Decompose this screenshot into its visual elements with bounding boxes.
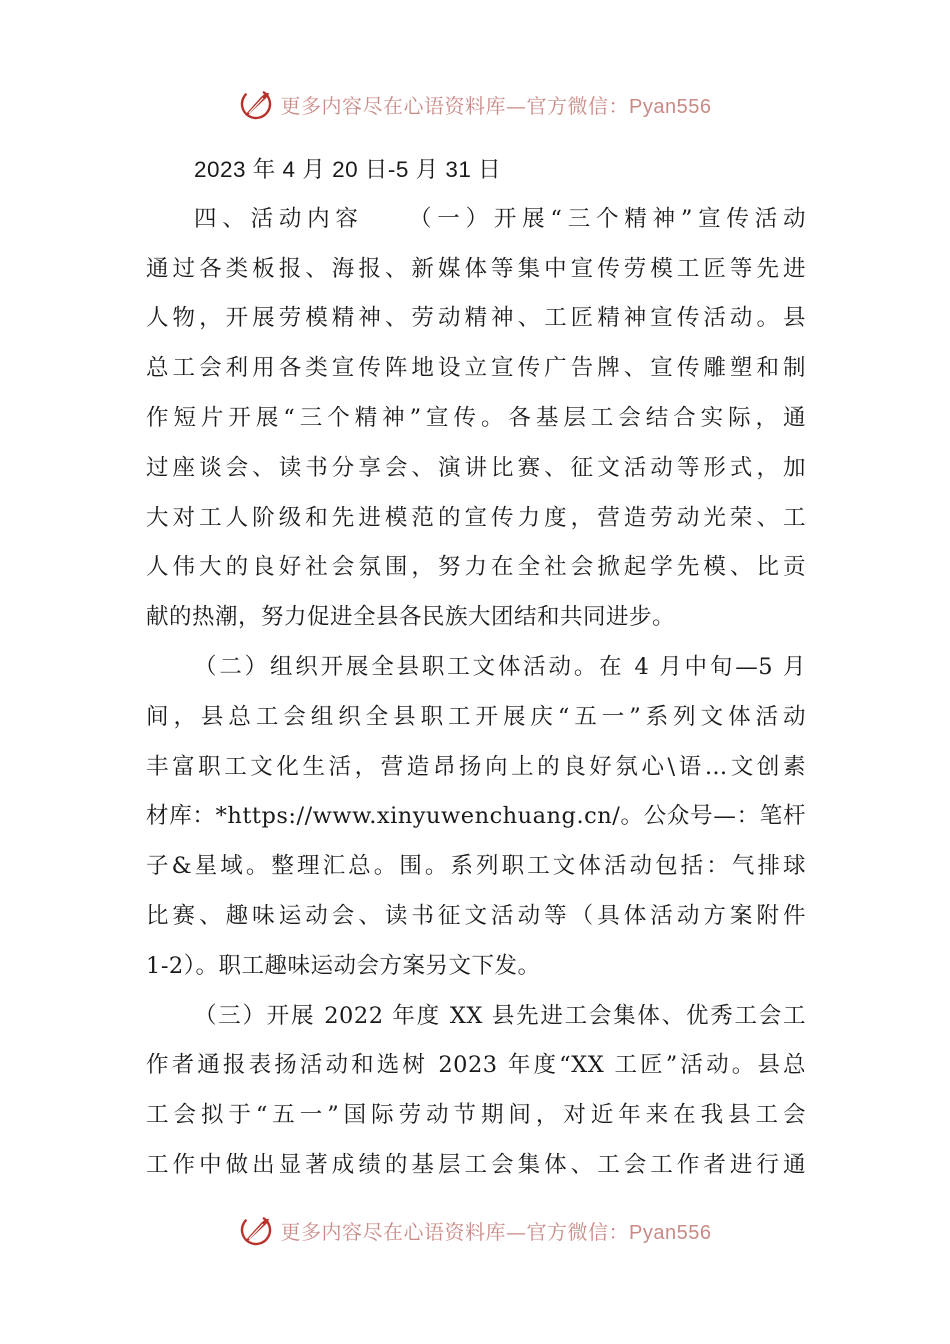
document-body [146, 145, 806, 1191]
text-line: 间，县总工会组织全县职工开展庆“五一”系列文体活动 [146, 703, 806, 730]
text-line: （三）开展 2022 年度 XX 县先进工会集体、优秀工会工 [194, 1002, 806, 1029]
watermark-text: 更多内容尽在心语资料库—官方微信： [280, 93, 630, 118]
text-line: 大对工人阶级和先进模范的宣传力度，营造劳动光荣、工 [146, 504, 806, 531]
text-line: 通过各类板报、海报、新媒体等集中宣传劳模工匠等先进 [146, 255, 806, 282]
text-line: 人伟大的良好社会氛围，努力在全社会掀起学先模、比贡 [146, 554, 806, 581]
text-line: 丰富职工文化生活，营造昂扬向上的良好氛心\语…文创素 [146, 753, 806, 780]
header-watermark [0, 84, 950, 124]
text-line: 过座谈会、读书分享会、演讲比赛、征文活动等形式，加 [146, 454, 806, 481]
watermark-text: 更多内容尽在心语资料库—官方微信： [280, 1219, 630, 1244]
text-line: 作短片开展“三个精神”宣传。各基层工会结合实际，通 [146, 404, 806, 431]
text-line: 2023 年 4 月 20 日-5 月 31 日 [194, 157, 502, 182]
quill-logo-icon [239, 87, 273, 121]
text-line: 作者通报表扬活动和选树 2023 年度“XX 工匠”活动。县总 [146, 1052, 806, 1079]
watermark-wechat-id: Pyan556 [629, 1221, 712, 1244]
text-line: （二）组织开展全县职工文体活动。在 4 月中旬—5 月 [194, 653, 806, 680]
text-line: 工作中做出显著成绩的基层工会集体、工会工作者进行通 [146, 1151, 806, 1178]
text-line: 子&星域。整理汇总。围。系列职工文体活动包括：气排球 [146, 853, 806, 880]
quill-logo-icon [239, 1213, 273, 1247]
text-line: 四、活动内容 （一）开展“三个精神”宣传活动 [194, 205, 806, 232]
text-line: 献的热潮，努力促进全县各民族大团结和共同进步。 [146, 604, 676, 631]
text-line: 人物，开展劳模精神、劳动精神、工匠精神宣传活动。县 [146, 305, 806, 332]
text-line: 材库：*https://www.xinyuwenchuang.cn/。公众号—：笔杆 [146, 803, 806, 830]
text-line: 比赛、趣味运动会、读书征文活动等（具体活动方案附件 [146, 902, 806, 929]
watermark-wechat-id: Pyan556 [629, 95, 712, 118]
text-line: 工会拟于“五一”国际劳动节期间，对近年来在我县工会 [146, 1102, 806, 1129]
text-line: 总工会利用各类宣传阵地设立宣传广告牌、宣传雕塑和制 [146, 355, 806, 382]
footer-watermark [0, 1210, 950, 1250]
text-line: 1-2）。职工趣味运动会方案另文下发。 [146, 952, 541, 979]
